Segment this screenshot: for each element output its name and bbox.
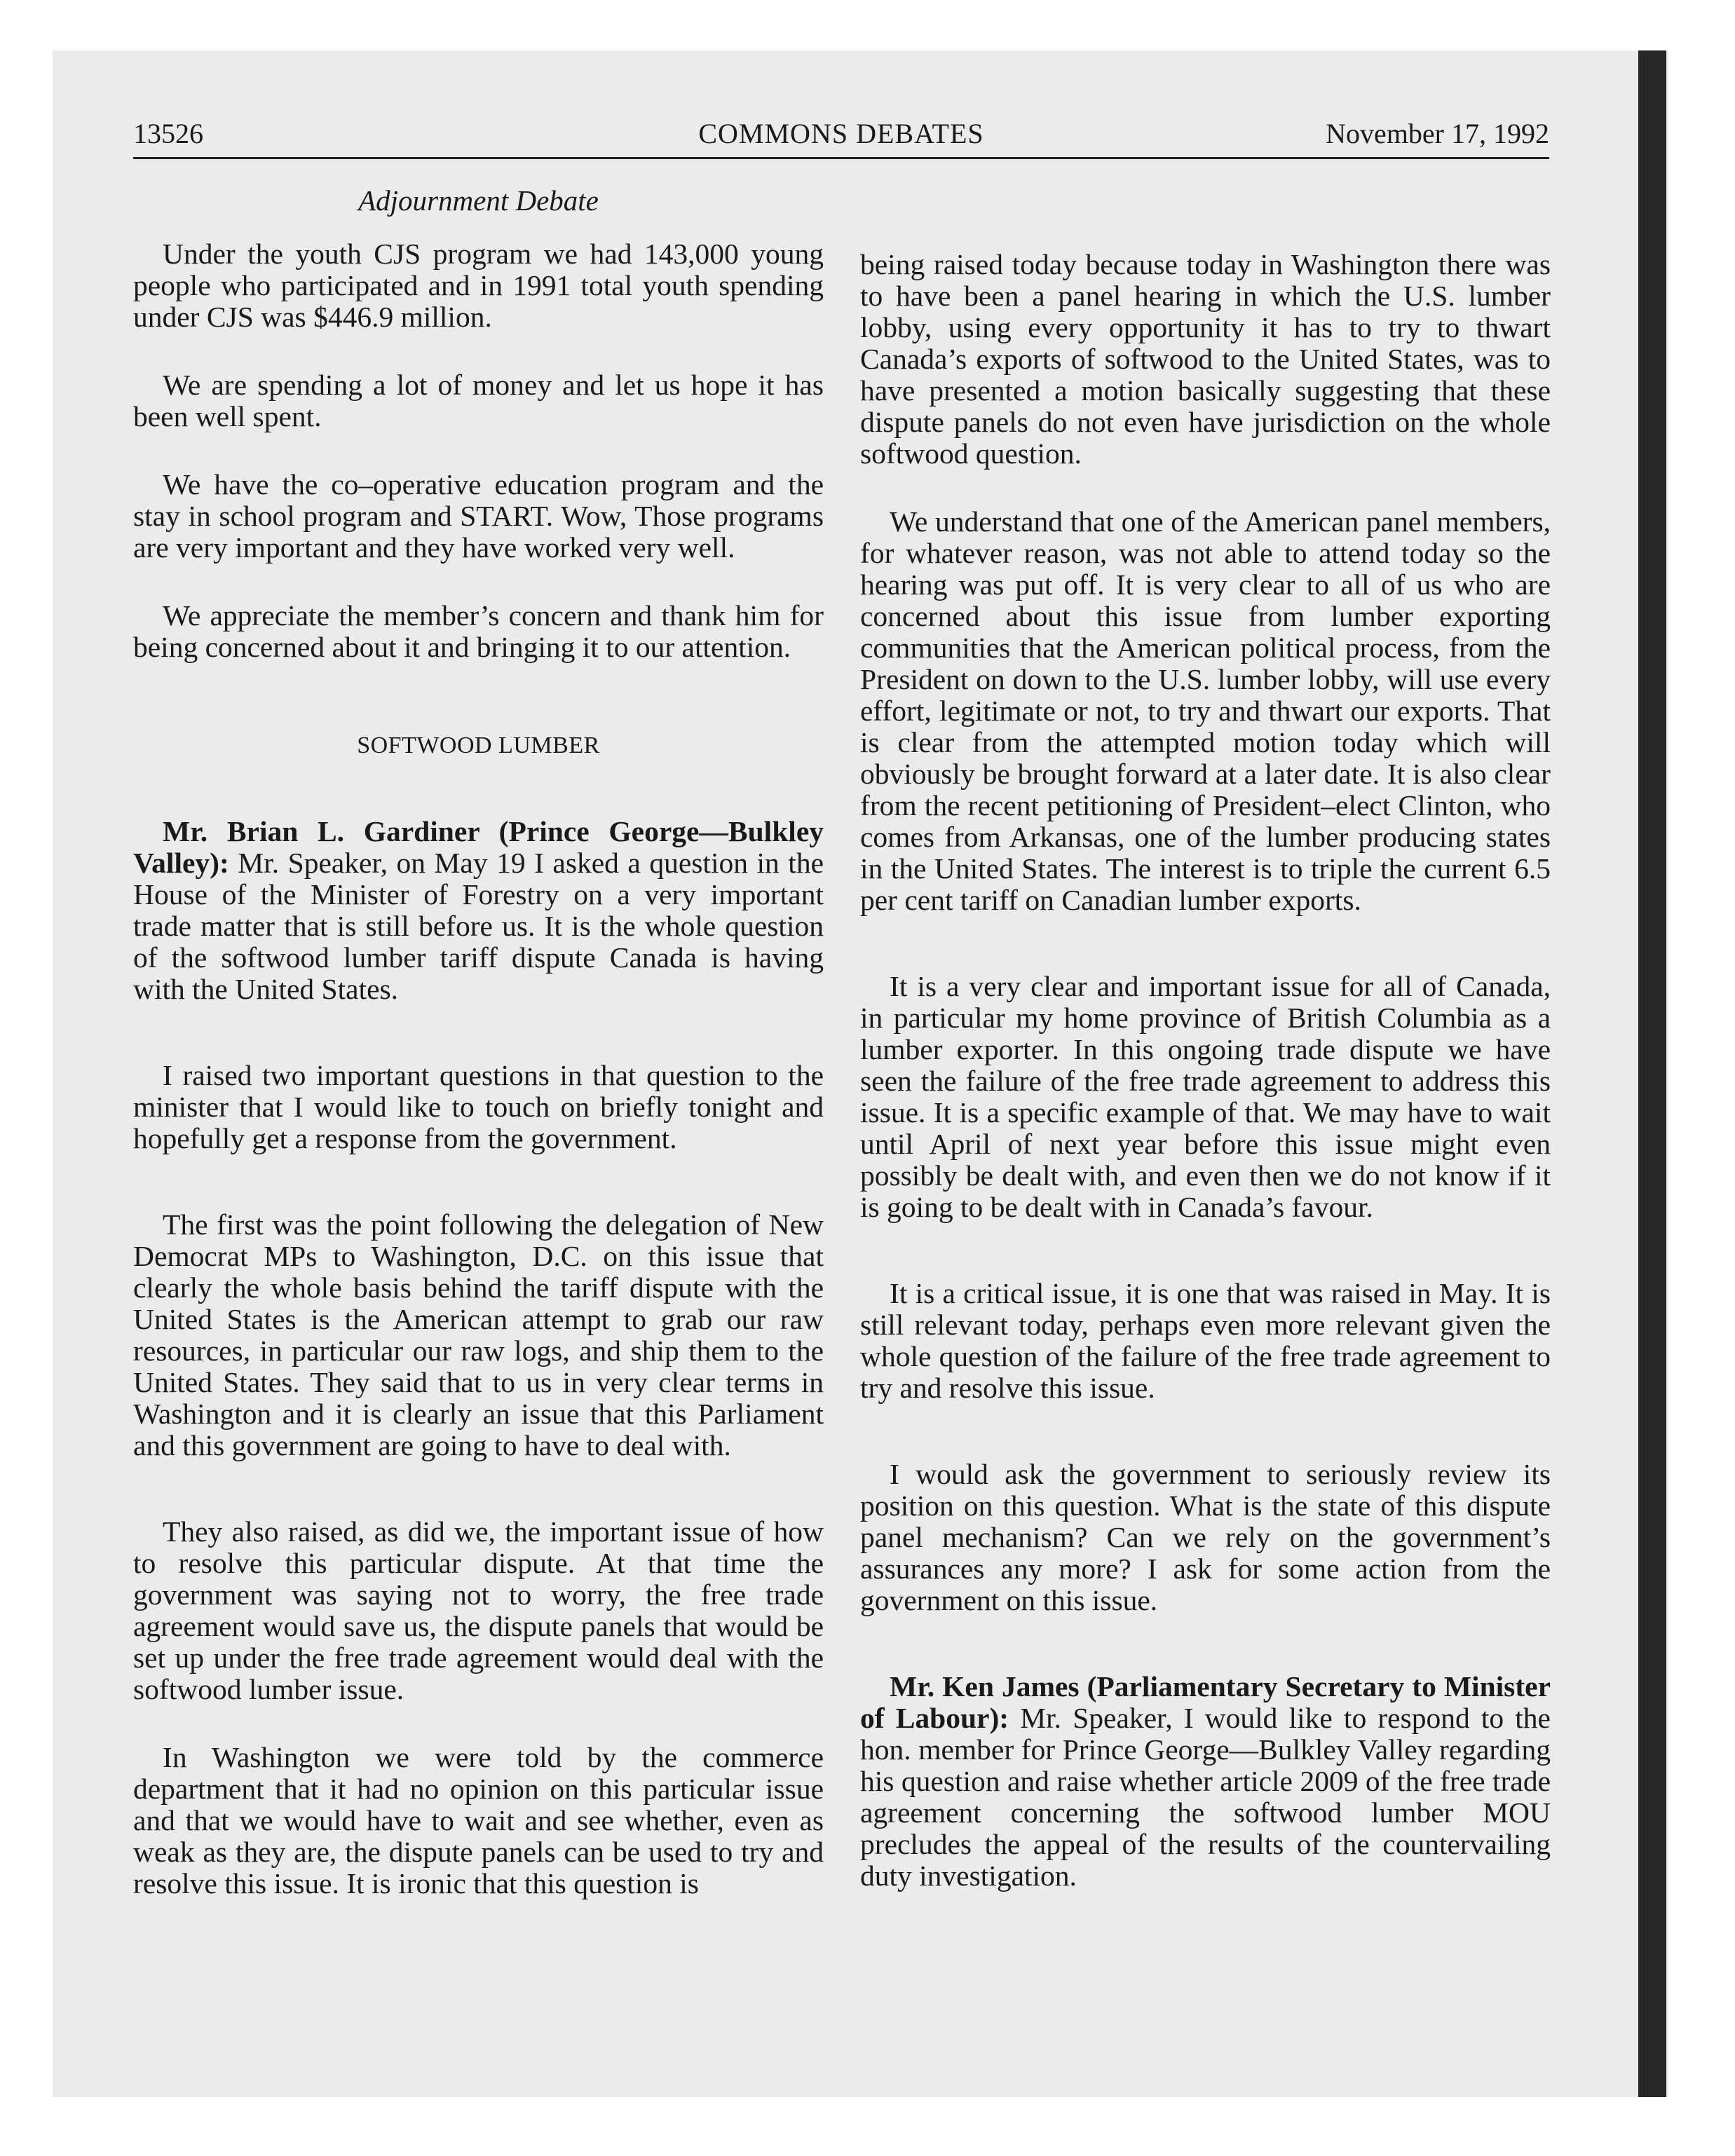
speaker-name: Mr. Ken James (Parliamentary Secretary to Minister of Labour): [860, 1670, 1551, 1734]
right-column [860, 249, 1551, 1928]
paragraph: It is a critical issue, it is one that was raised in May. It is still relevant today, perhaps even more relevant given the whole question of the failure of the free trade agreement to try and resolve this issue. [860, 1277, 1551, 1404]
paragraph: Under the youth CJS program we had 143,000 young people who participated and in 1991 total youth spending under CJS was $446.9 million. [133, 238, 824, 333]
subject-heading: SOFTWOOD LUMBER [357, 732, 600, 758]
publication-date: November 17, 1992 [1326, 118, 1549, 149]
paragraph: They also raised, as did we, the important issue of how to resolve this particular dispute. At that time the government was saying not to worry, the free trade agreement would save us, the dispute panels that would be set up under the free trade agreement would deal with the softwood lumber issue. [133, 1515, 824, 1705]
paragraph: It is a very clear and important issue for all of Canada, in particular my home province of British Columbia as a lumber exporter. In this ongoing trade dispute we have seen the failure of the free trade agreement to address this issue. It is a specific example of that. We may have to wait until April of next year before this issue might even possibly be dealt with, and even then we do not know if it is going to be dealt with in Canada’s favour. [860, 970, 1551, 1223]
section-title: Adjournment Debate [358, 184, 599, 217]
header-rule [133, 157, 1549, 159]
paragraph: We are spending a lot of money and let us hope it has been well spent. [133, 369, 824, 432]
paragraph: I would ask the government to seriously review its position on this question. What is the state of this dispute panel mechanism? Can we rely on the government’s assurances any more? I ask for some action from the government on this issue. [860, 1458, 1551, 1616]
speech-paragraph [860, 1671, 1551, 1892]
speech-text: Mr. Speaker, I would like to respond to the hon. member for Prince George—Bulkley Valley regarding his question and raise whether article 2009 of the free trade agreement concerning the softwood lumber MOU precludes the appeal of the results of the countervailing duty investigation. [860, 1702, 1551, 1892]
publication-title: COMMONS DEBATES [698, 118, 984, 149]
page-header [133, 114, 1549, 150]
paragraph: We appreciate the member’s concern and thank him for being concerned about it and bringing it to our attention. [133, 599, 824, 663]
paragraph: I raised two important questions in that question to the minister that I would like to touch on briefly tonight and hopefully get a response from the government. [133, 1059, 824, 1154]
paragraph: In Washington we were told by the commerce department that it had no opinion on this particular issue and that we would have to wait and see whether, even as weak as they are, the dispute panels can be used to try and resolve this issue. It is ironic that this question is [133, 1741, 824, 1899]
speech-text: Mr. Speaker, on May 19 I asked a question in the House of the Minister of Forestry on a very important trade matter that is still before us. It is the whole question of the softwood lumber tariff dispute Canada is having with the United States. [133, 847, 824, 1005]
page-number: 13526 [133, 118, 203, 149]
speaker-name: Mr. Brian L. Gardiner (Prince George—Bulkley Valley): [133, 815, 824, 879]
paragraph: We have the co–operative education program and the stay in school program and START. Wow, Those programs are very important and they have worked very well. [133, 468, 824, 564]
left-column [133, 238, 824, 1936]
paragraph: The first was the point following the delegation of New Democrat MPs to Washington, D.C. on this issue that clearly the whole basis behind the tariff dispute with the United States is the American attempt to grab our raw resources, in particular our raw logs, and ship them to the United States. They said that to us in very clear terms in Washington and it is clearly an issue that this Parliament and this government are going to have to deal with. [133, 1208, 824, 1461]
paragraph: We understand that one of the American panel members, for whatever reason, was not able to attend today so the hearing was put off. It is very clear to all of us who are concerned about this issue from lumber exporting communities that the American political process, from the President on down to the U.S. lumber lobby, will use every effort, legitimate or not, to try and thwart our exports. That is clear from the attempted motion today which will obviously be brought forward at a later date. It is also clear from the recent petitioning of President–elect Clinton, who comes from Arkansas, one of the lumber producing states in the United States. The interest is to triple the current 6.5 per cent tariff on Canadian lumber exports. [860, 505, 1551, 916]
scan-edge-shadow [1638, 50, 1666, 2097]
speech-paragraph [133, 816, 824, 1005]
paragraph-continued: being raised today because today in Washington there was to have been a panel hearing in which the U.S. lumber lobby, using every opportunity it has to try to thwart Canada’s exports of softwood to the United States, was to have presented a motion basically suggesting that these dispute panels do not even have jurisdiction on the whole softwood question. [860, 248, 1551, 470]
